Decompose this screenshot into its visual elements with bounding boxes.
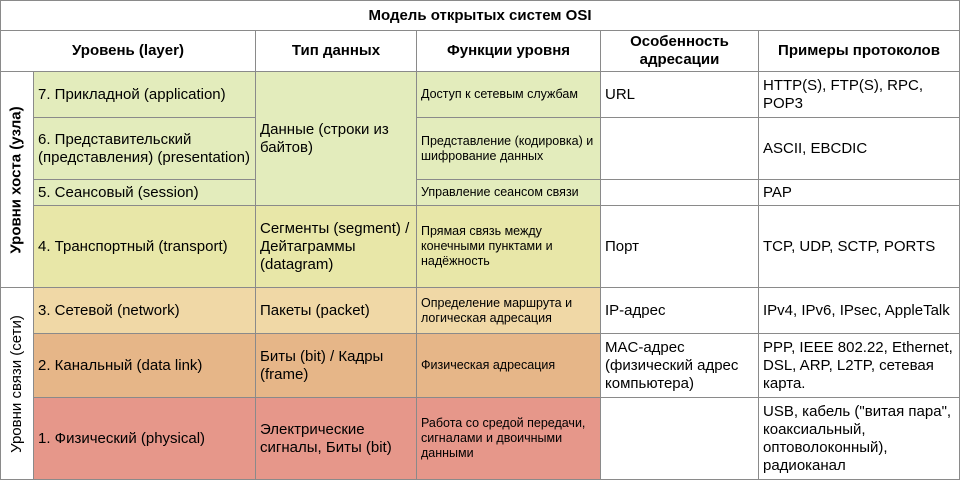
addressing-layer-5 [600,179,759,206]
layer-2-name: 2. Канальный (data link) [33,333,256,398]
group-host-layers [0,71,34,288]
function-layer-2: Физическая адресация [416,333,601,398]
addressing-layer-2: MAC-адрес (физический адрес компьютера) [600,333,759,398]
function-layer-1: Работа со средой передачи, сигналами и двоичными данными [416,397,601,480]
data-type-layer-3: Пакеты (packet) [255,287,417,334]
protocols-layer-5: PAP [758,179,960,206]
layer-1-name: 1. Физический (physical) [33,397,256,480]
protocols-layer-1: USB, кабель ("витая пара", коаксиальный, оптоволоконный), радиоканал [758,397,960,480]
layer-4-name: 4. Транспортный (transport) [33,205,256,288]
addressing-layer-4: Порт [600,205,759,288]
protocols-layer-6: ASCII, EBCDIC [758,117,960,180]
addressing-layer-7: URL [600,71,759,118]
group-host-label: Уровни хоста (узла) [8,105,25,254]
header-addressing: Особенность адресации [600,30,759,72]
data-type-upper: Данные (строки из байтов) [255,71,417,206]
header-layer: Уровень (layer) [0,30,256,72]
protocols-layer-4: TCP, UDP, SCTP, PORTS [758,205,960,288]
protocols-layer-3: IPv4, IPv6, IPsec, AppleTalk [758,287,960,334]
function-layer-7: Доступ к сетевым службам [416,71,601,118]
layer-6-name: 6. Представительский (представления) (presentation) [33,117,256,180]
layer-5-name: 5. Сеансовый (session) [33,179,256,206]
header-protocols: Примеры протоколов [758,30,960,72]
data-type-layer-1: Электрические сигналы, Биты (bit) [255,397,417,480]
group-network-layers [0,287,34,480]
layer-7-name: 7. Прикладной (application) [33,71,256,118]
header-data-type: Тип данных [255,30,417,72]
table-title: Модель открытых систем OSI [0,0,960,31]
function-layer-3: Определение маршрута и логическая адресация [416,287,601,334]
header-functions: Функции уровня [416,30,601,72]
addressing-layer-3: IP-адрес [600,287,759,334]
addressing-layer-1 [600,397,759,480]
addressing-layer-6 [600,117,759,180]
group-network-label: Уровни связи (сети) [8,314,25,453]
protocols-layer-7: HTTP(S), FTP(S), RPC, POP3 [758,71,960,118]
layer-3-name: 3. Сетевой (network) [33,287,256,334]
data-type-layer-4: Сегменты (segment) / Дейтаграммы (datagram) [255,205,417,288]
function-layer-6: Представление (кодировка) и шифрование данных [416,117,601,180]
data-type-layer-2: Биты (bit) / Кадры (frame) [255,333,417,398]
protocols-layer-2: PPP, IEEE 802.22, Ethernet, DSL, ARP, L2TP, сетевая карта. [758,333,960,398]
function-layer-5: Управление сеансом связи [416,179,601,206]
function-layer-4: Прямая связь между конечными пунктами и надёжность [416,205,601,288]
